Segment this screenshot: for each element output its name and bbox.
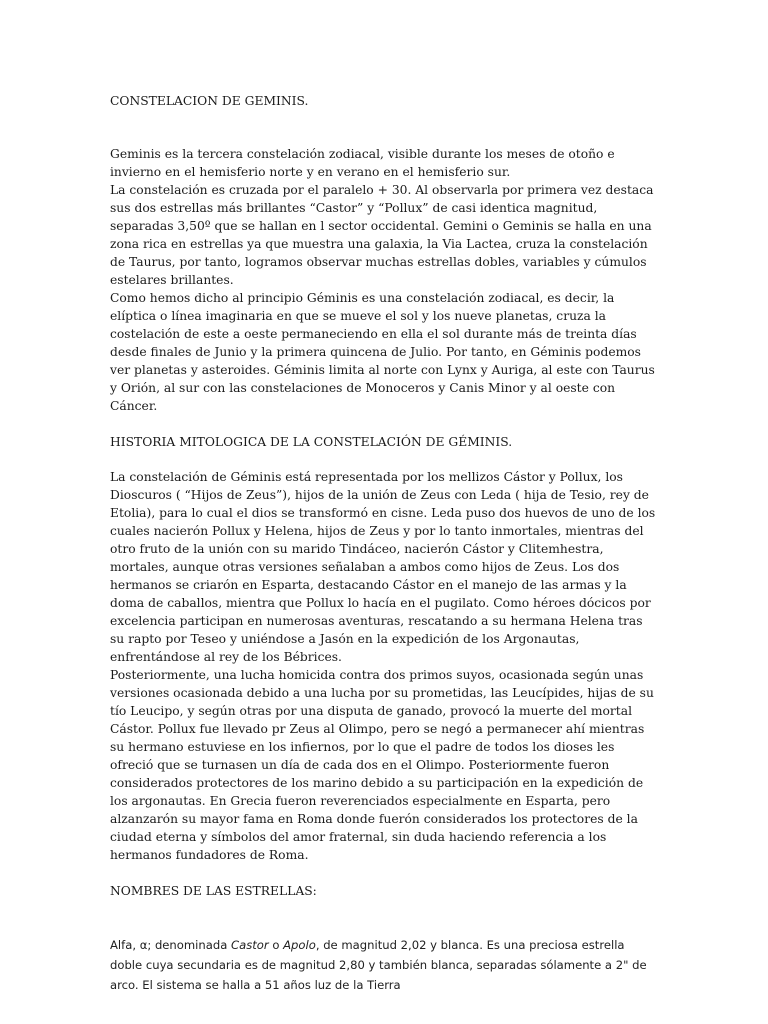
history-heading: HISTORIA MITOLOGICA DE LA CONSTELACIÓN DE GÉMINIS. — [110, 435, 513, 449]
section-spacer — [110, 415, 660, 433]
star-alpha-entry — [110, 935, 660, 995]
star-alpha-description: , de magnitud 2,02 y blanca. Es una preciosa estrella doble cuya secundaria es de magnitud 2,80 y también blanca, separadas sólamente a 2" de arco. El sistema se halla a 51 años luz de la Tierra — [110, 938, 647, 992]
star-alpha-mid: o — [268, 938, 284, 952]
document-title: CONSTELACION DE GEMINIS. — [110, 94, 309, 108]
star-alpha-lead: Alfa, α; denominada — [110, 938, 231, 952]
stars-heading: NOMBRES DE LAS ESTRELLAS: — [110, 884, 317, 898]
intro-paragraph-3: Como hemos dicho al principio Géminis es una constelación zodiacal, es decir, la elíptica o línea imaginaria en que se mueve el sol y los nueve planetas, cruza la costelación de este a oeste permaneciendo en ella el sol durante más de treinta días desde finales de Junio y la primera quincena de Julio. Por tanto, en Géminis podemos ver planetas y asteroides. Géminis limita al norte con Lynx y Auriga, al este con Taurus y Orión, al sur con las constelaciones de Monoceros y Canis Minor y al oeste con Cáncer. — [110, 291, 655, 413]
document-page — [110, 92, 660, 995]
star-name-castor: Castor — [231, 938, 269, 952]
history-paragraph-2: Posteriormente, una lucha homicida contra dos primos suyos, ocasionada según unas versiones ocasionada debido a una lucha por su prometidas, las Leucípides, hijas de su tío Leucipo, y según otras por una disputa de ganado, provocó la muerte del mortal Cástor. Pollux fue llevado pr Zeus al Olimpo, pero se negó a permanecer ahí mientras su hermano estuviese en los infiernos, por lo que el padre de todos los dioses les ofreció que se turnasen un día de cada dos en el Olimpo. Posteriormente fueron considerados protectores de los marino debido a su participación en la expedición de los argonautas. En Grecia fueron reverenciados especialmente en Esparta, pero alzanzarón su mayor fama en Roma donde fuerón considerados los protectores de la ciudad eterna y símbolos del amor fraternal, sin duda haciendo referencia a los hermanos fundadores de Roma. — [110, 668, 654, 862]
star-name-apolo: Apolo — [283, 938, 316, 952]
intro-paragraph-2: La constelación es cruzada por el paralelo + 30. Al observarla por primera vez destaca sus dos estrellas más brillantes “Castor” y “Pollux” de casi identica magnitud, separadas 3,50º que se hallan en l sector occidental. Gemini o Geminis se halla en una zona rica en estrellas ya que muestra una galaxia, la Via Lactea, cruza la constelación de Taurus, por tanto, logramos observar muchas estrellas dobles, variables y cúmulos estelares brillantes. — [110, 183, 654, 287]
history-paragraph-1: La constelación de Géminis está representada por los mellizos Cástor y Pollux, los Dioscuros ( “Hijos de Zeus”), hijos de la unión de Zeus con Leda ( hija de Tesio, rey de Etolia), para lo cual el dios se transformó en cisne. Leda puso dos huevos de uno de los cuales nacierón Pollux y Helena, hijos de Zeus y por lo tanto inmortales, mientras del otro fruto de la unión con su marido Tindáceo, nacierón Cástor y Clitemhestra, mortales, aunque otras versiones señalaban a ambos como hijos de Zeus. Los dos hermanos se criarón en Esparta, destacando Cástor en el manejo de las armas y la doma de caballos, mientra que Pollux lo hacía en el pugilato. Como héroes dócicos por excelencia participan en numerosas aventuras, rescatando a su hermana Helena tras su rapto por Teseo y uniéndose a Jasón en la expedición de los Argonautas, enfrentándose al rey de los Bébrices. — [110, 470, 656, 664]
intro-paragraph-1: Geminis es la tercera constelación zodiacal, visible durante los meses de otoño e invierno en el hemisferio norte y en verano en el hemisferio sur. — [110, 147, 615, 179]
section-spacer — [110, 864, 660, 882]
